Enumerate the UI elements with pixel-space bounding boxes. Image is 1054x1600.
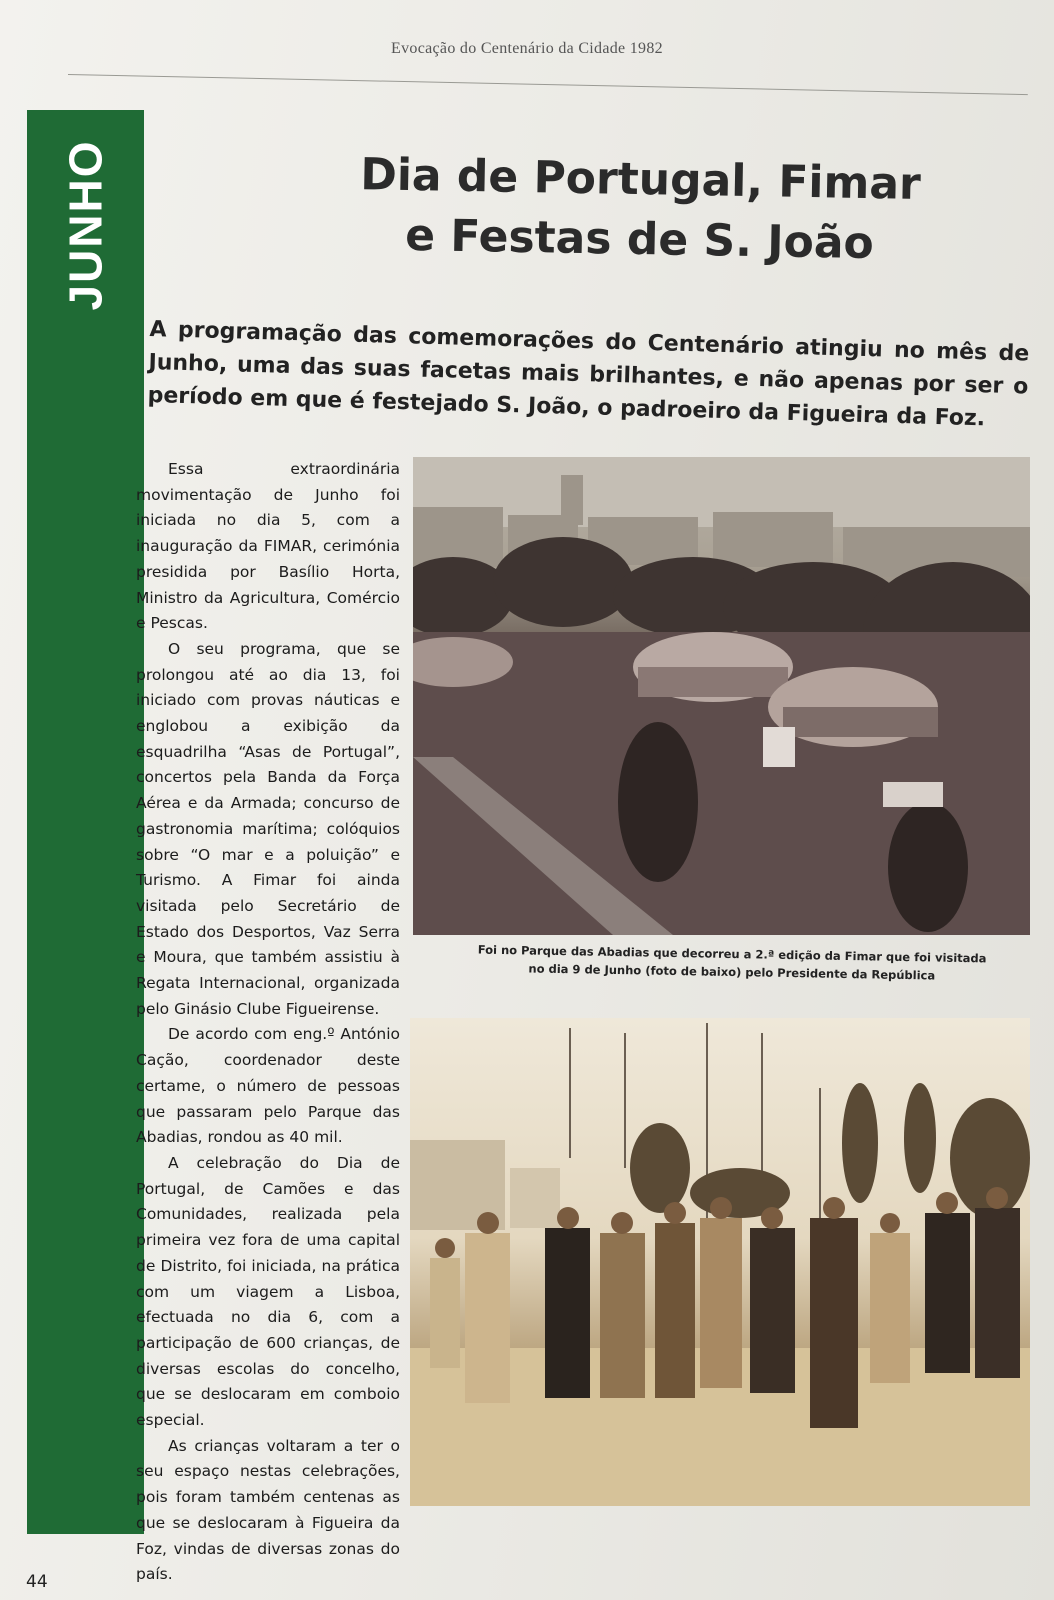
title-line-2: e Festas de S. João [404, 209, 875, 270]
officials-walking-photo [410, 1018, 1030, 1506]
fair-aerial-photo [413, 457, 1030, 935]
body-paragraph: A celebração do Dia de Portugal, de Camões e das Comunidades, realizada pela primeira vez fora de uma capital de Distrito, foi iniciada, na prática com um viagem a Lisboa, efectuada no dia 6, com a participação de 600 crianças, de diversas escolas do concelho, que se deslocaram em comboio especial. [136, 1153, 400, 1430]
fair-aerial-illustration [413, 457, 1030, 935]
body-paragraph: De acordo com eng.º António Cação, coordenador deste certame, o número de pessoas que passaram pelo Parque das Abadias, rondou as 40 mil. [136, 1025, 400, 1147]
month-label-box [27, 110, 144, 340]
article-body [136, 457, 400, 1588]
page-number: 44 [26, 1572, 48, 1592]
month-label: JUNHO [59, 139, 112, 311]
article-title [299, 144, 981, 276]
article-lead: A programação das comemorações do Centenário atingiu no mês de Junho, uma das suas facetas mais brilhantes, e não apenas por ser o período em que é festejado S. João, o padroeiro da Figueira da Foz. [147, 316, 1030, 432]
officials-walking-illustration [410, 1018, 1030, 1506]
running-header: Evocação do Centenário da Cidade 1982 [391, 40, 663, 57]
title-line-1: Dia de Portugal, Fimar [359, 149, 922, 210]
caption-line-2: no dia 9 de Junho (foto de baixo) pelo Presidente da República [528, 961, 936, 983]
body-paragraph: Essa extraordinária movimentação de Junho foi iniciada no dia 5, com a inauguração da FIMAR, cerimónia presidida por Basílio Horta, Ministro da Agricultura, Comércio e Pescas. [136, 460, 400, 633]
body-paragraph: As crianças voltaram a ter o seu espaço nestas celebrações, pois foram também centenas as que se deslocaram à Figueira da Foz, vindas de diversas zonas do país. [136, 1436, 400, 1584]
body-paragraph: O seu programa, que se prolongou até ao dia 13, foi iniciado com provas náuticas e englobou a exibição da esquadrilha “Asas de Portugal”, concertos pela Banda da Força Aérea e da Armada; concurso de gastronomia marítima; colóquios sobre “O mar e a poluição” e Turismo. A Fimar foi ainda visitada pelo Secretário de Estado dos Desportos, Vaz Serra e Moura, que também assistiu à Regata Internacional, organizada pelo Ginásio Clube Figueirense. [136, 639, 400, 1018]
caption-line-1: Foi no Parque das Abadias que decorreu a 2.ª edição da Fimar que foi visitada [477, 942, 987, 966]
